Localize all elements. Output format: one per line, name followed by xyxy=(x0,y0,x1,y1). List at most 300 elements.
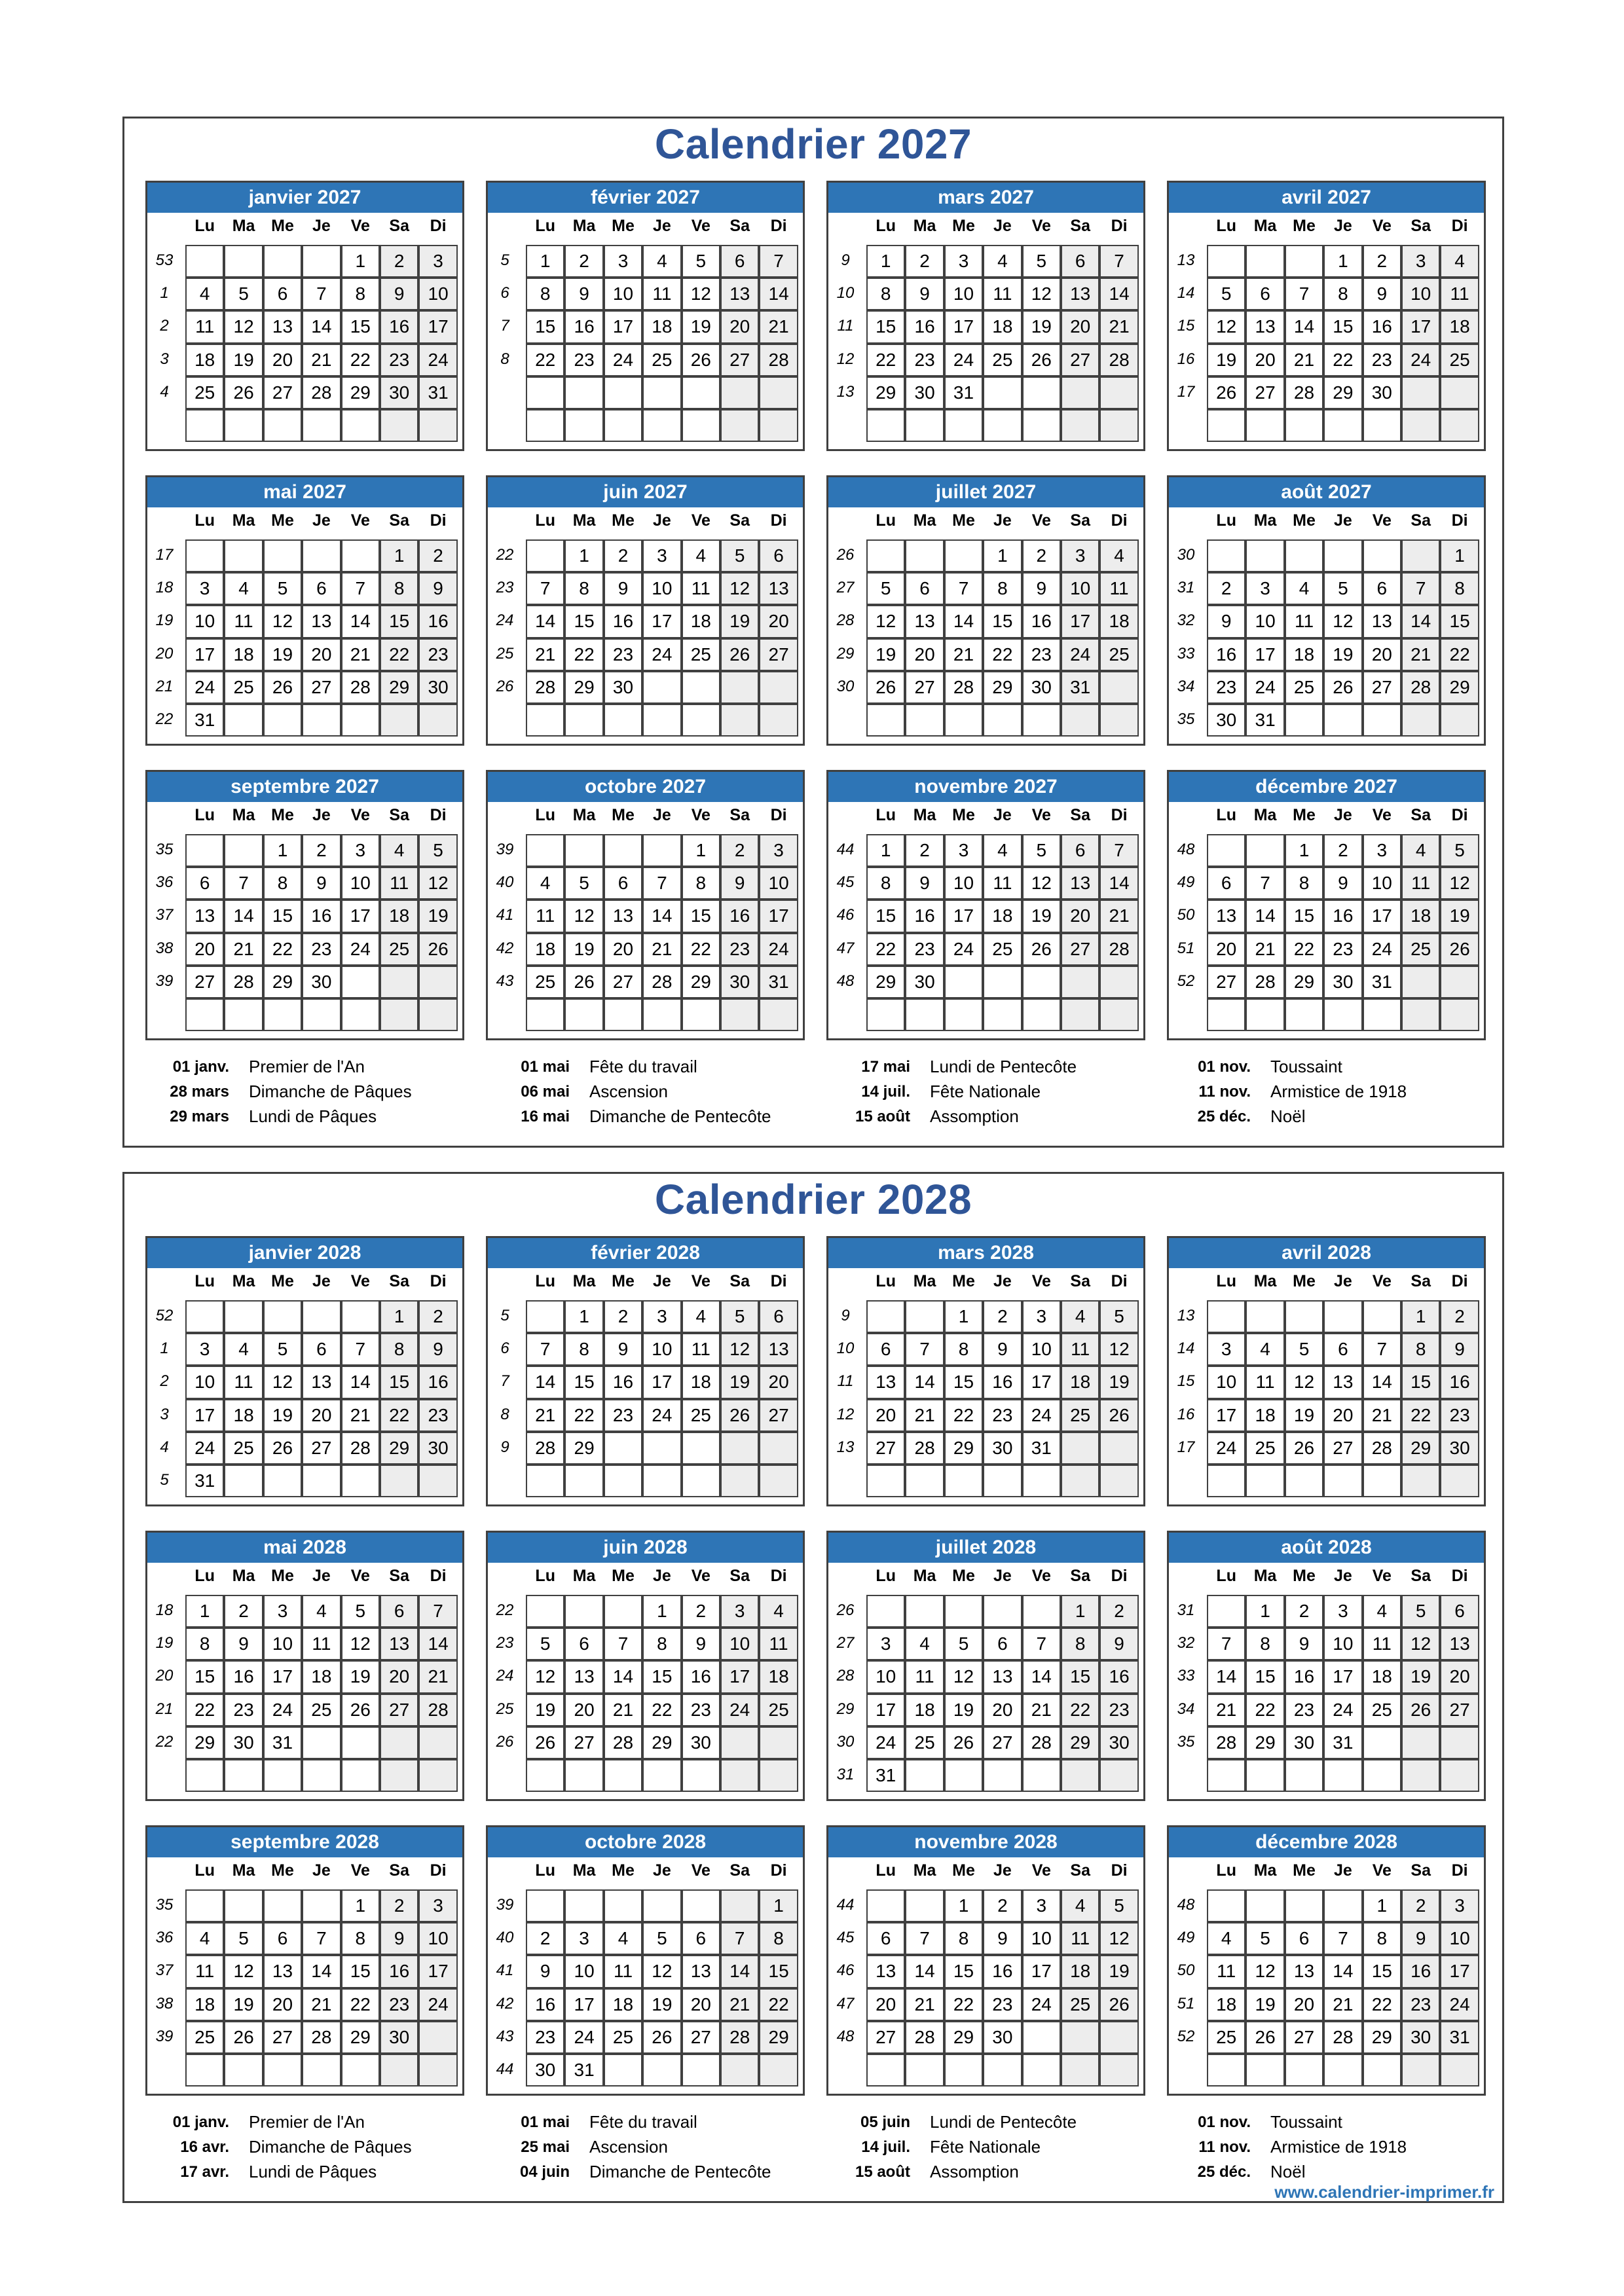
day-cell: 12 xyxy=(341,1628,380,1660)
day-cell: 27 xyxy=(1246,376,1284,409)
day-cell: 20 xyxy=(1061,900,1099,932)
weekday-label: Lu xyxy=(1216,1567,1236,1585)
weekday-label: Di xyxy=(1111,511,1128,530)
day-cell: 28 xyxy=(1246,966,1284,998)
weekday-label: Sa xyxy=(1411,806,1431,824)
day-cell: 16 xyxy=(604,605,642,638)
day-cell: 13 xyxy=(302,1366,341,1398)
day-cell: 12 xyxy=(224,310,263,343)
weekday-label: Lu xyxy=(535,1567,555,1585)
day-cell: 9 xyxy=(1285,1628,1323,1660)
day-cell: 10 xyxy=(564,1955,603,1988)
holiday-date: 01 mai xyxy=(521,1058,570,1076)
day-cell: 27 xyxy=(380,1694,418,1726)
day-cell xyxy=(1246,1759,1284,1792)
day-cell: 10 xyxy=(642,572,681,605)
day-cell: 8 xyxy=(380,1333,418,1366)
day-cell: 8 xyxy=(1246,1628,1284,1660)
day-cell: 22 xyxy=(185,1694,224,1726)
day-cell: 3 xyxy=(263,1595,302,1628)
week-number: 37 xyxy=(155,906,174,924)
day-cell xyxy=(1285,704,1323,737)
day-cell: 30 xyxy=(1363,376,1401,409)
day-cell xyxy=(380,1759,418,1792)
day-cell: 2 xyxy=(380,1889,418,1922)
day-cell: 1 xyxy=(1246,1595,1284,1628)
day-cell: 15 xyxy=(263,900,302,932)
day-cell: 13 xyxy=(263,1955,302,1988)
week-number: 41 xyxy=(496,1961,514,1980)
day-cell: 19 xyxy=(526,1694,564,1726)
day-cell: 1 xyxy=(866,834,905,867)
month-title: août 2027 xyxy=(1169,477,1484,507)
day-cell: 7 xyxy=(1207,1628,1246,1660)
week-number: 1 xyxy=(160,1339,169,1358)
day-cell: 5 xyxy=(224,278,263,310)
day-cell: 23 xyxy=(1022,638,1061,671)
day-cell: 12 xyxy=(1401,1628,1440,1660)
week-number: 19 xyxy=(155,1634,174,1652)
month-block xyxy=(1167,475,1486,746)
day-cell: 17 xyxy=(1323,1660,1362,1693)
day-cell xyxy=(302,1300,341,1333)
day-cell xyxy=(944,1759,983,1792)
day-cell: 2 xyxy=(1099,1595,1138,1628)
day-cell: 15 xyxy=(983,605,1022,638)
day-cell: 2 xyxy=(418,1300,457,1333)
day-cell xyxy=(983,2054,1022,2086)
day-cell xyxy=(1363,1759,1401,1792)
week-number: 30 xyxy=(836,1732,855,1751)
day-cell: 3 xyxy=(1022,1300,1061,1333)
week-number: 6 xyxy=(500,284,509,302)
day-cell xyxy=(642,671,681,704)
day-cell: 21 xyxy=(302,344,341,376)
day-cell: 1 xyxy=(759,1889,798,1922)
holiday-date: 25 mai xyxy=(521,2138,570,2156)
day-cell: 21 xyxy=(1363,1399,1401,1432)
week-number: 23 xyxy=(496,1634,514,1652)
day-cell: 16 xyxy=(1207,638,1246,671)
weekday-label: Me xyxy=(952,1272,975,1290)
day-cell: 13 xyxy=(1285,1955,1323,1988)
month-title: décembre 2027 xyxy=(1169,772,1484,802)
day-cell xyxy=(983,376,1022,409)
day-grid xyxy=(1207,1300,1479,1497)
day-cell: 27 xyxy=(1440,1694,1479,1726)
day-cell xyxy=(1022,376,1061,409)
holiday-date: 01 mai xyxy=(521,2113,570,2131)
day-cell xyxy=(185,998,224,1031)
day-cell: 25 xyxy=(1061,1399,1099,1432)
week-number: 48 xyxy=(836,2027,855,2045)
week-number: 17 xyxy=(1177,1438,1195,1456)
day-cell: 9 xyxy=(1363,278,1401,310)
weekday-label: Ma xyxy=(572,806,596,824)
day-cell: 12 xyxy=(1440,867,1479,900)
day-cell xyxy=(682,376,720,409)
weekday-label: Sa xyxy=(389,1567,409,1585)
day-cell xyxy=(1022,998,1061,1031)
week-number: 17 xyxy=(1177,382,1195,401)
day-cell xyxy=(944,2054,983,2086)
day-cell xyxy=(1401,409,1440,442)
day-cell: 26 xyxy=(1401,1694,1440,1726)
day-cell: 20 xyxy=(983,1694,1022,1726)
holiday-date: 17 mai xyxy=(861,1058,910,1076)
week-number: 36 xyxy=(155,873,174,892)
weekday-label: Je xyxy=(652,1272,671,1290)
holiday-date: 28 mars xyxy=(170,1083,229,1101)
day-cell: 29 xyxy=(682,966,720,998)
day-cell: 3 xyxy=(642,539,681,572)
day-cell: 13 xyxy=(1061,867,1099,900)
day-cell: 25 xyxy=(905,1726,944,1759)
day-cell: 6 xyxy=(1363,572,1401,605)
holiday-date: 04 juin xyxy=(519,2163,570,2181)
day-cell: 1 xyxy=(341,245,380,278)
day-cell: 19 xyxy=(1440,900,1479,932)
day-cell: 6 xyxy=(604,867,642,900)
day-cell: 1 xyxy=(526,245,564,278)
day-cell: 8 xyxy=(759,1922,798,1955)
weekday-label: Ve xyxy=(350,1567,370,1585)
day-cell: 18 xyxy=(1363,1660,1401,1693)
weekday-label: Ma xyxy=(572,511,596,530)
day-cell: 19 xyxy=(418,900,457,932)
day-cell xyxy=(341,539,380,572)
day-cell: 1 xyxy=(1061,1595,1099,1628)
day-cell: 13 xyxy=(380,1628,418,1660)
day-cell xyxy=(1099,966,1138,998)
day-cell: 21 xyxy=(1022,1694,1061,1726)
day-cell: 3 xyxy=(1440,1889,1479,1922)
day-grid xyxy=(185,245,458,442)
day-cell: 6 xyxy=(380,1595,418,1628)
day-cell: 22 xyxy=(1061,1694,1099,1726)
day-grid xyxy=(526,1889,798,2086)
day-cell: 8 xyxy=(526,278,564,310)
day-grid xyxy=(185,1300,458,1497)
day-cell: 19 xyxy=(944,1694,983,1726)
day-cell xyxy=(1285,998,1323,1031)
week-number: 51 xyxy=(1177,939,1195,957)
day-cell: 23 xyxy=(526,2021,564,2054)
weekday-label: Je xyxy=(312,511,331,530)
day-cell: 4 xyxy=(1401,834,1440,867)
week-number: 32 xyxy=(1177,611,1195,630)
day-cell xyxy=(564,1595,603,1628)
day-cell: 10 xyxy=(418,1922,457,1955)
day-cell: 4 xyxy=(682,1300,720,1333)
week-number: 51 xyxy=(1177,1994,1195,2013)
month-title: mai 2027 xyxy=(147,477,462,507)
day-cell: 27 xyxy=(1323,1432,1362,1465)
day-cell: 11 xyxy=(1285,605,1323,638)
weekday-label: Sa xyxy=(1070,806,1090,824)
day-cell: 20 xyxy=(1323,1399,1362,1432)
day-cell xyxy=(1099,704,1138,737)
holiday-date: 29 mars xyxy=(170,1108,229,1125)
day-cell xyxy=(1440,376,1479,409)
day-cell xyxy=(341,409,380,442)
day-cell xyxy=(1061,2054,1099,2086)
day-cell: 30 xyxy=(983,1432,1022,1465)
weekday-label: Je xyxy=(652,806,671,824)
day-cell: 21 xyxy=(1246,933,1284,966)
month-title: juillet 2027 xyxy=(828,477,1143,507)
day-cell: 15 xyxy=(341,1955,380,1988)
weekday-label: Ma xyxy=(1253,217,1277,235)
day-cell: 24 xyxy=(642,1399,681,1432)
weekday-label: Di xyxy=(1451,217,1468,235)
day-cell: 25 xyxy=(682,1399,720,1432)
month-title: août 2028 xyxy=(1169,1533,1484,1563)
day-cell xyxy=(1440,998,1479,1031)
day-cell: 23 xyxy=(604,638,642,671)
day-cell: 13 xyxy=(604,900,642,932)
day-cell xyxy=(1099,1432,1138,1465)
week-number: 26 xyxy=(836,546,855,564)
day-cell xyxy=(866,1889,905,1922)
weekday-label: Me xyxy=(271,511,294,530)
day-cell: 10 xyxy=(759,867,798,900)
day-cell: 8 xyxy=(1061,1628,1099,1660)
day-cell: 27 xyxy=(866,1432,905,1465)
month-title: octobre 2027 xyxy=(488,772,803,802)
day-cell: 16 xyxy=(1440,1366,1479,1398)
day-cell xyxy=(1246,834,1284,867)
day-cell: 16 xyxy=(905,310,944,343)
weekday-label: Sa xyxy=(1411,1861,1431,1880)
day-cell: 9 xyxy=(526,1955,564,1988)
day-cell: 10 xyxy=(1022,1922,1061,1955)
day-grid xyxy=(185,1889,458,2086)
day-cell: 12 xyxy=(224,1955,263,1988)
day-cell: 29 xyxy=(866,376,905,409)
week-number: 39 xyxy=(496,1896,514,1914)
weekday-label: Ve xyxy=(1031,1272,1051,1290)
weekday-label: Sa xyxy=(1070,1567,1090,1585)
day-cell: 16 xyxy=(905,900,944,932)
weekday-label: Ma xyxy=(913,1861,936,1880)
day-cell: 7 xyxy=(526,1333,564,1366)
day-cell xyxy=(642,1432,681,1465)
week-number: 17 xyxy=(155,546,174,564)
day-cell: 30 xyxy=(302,966,341,998)
day-cell: 13 xyxy=(866,1366,905,1398)
day-cell: 27 xyxy=(905,671,944,704)
day-cell: 24 xyxy=(642,638,681,671)
website-link[interactable]: www.calendrier-imprimer.fr xyxy=(1274,2182,1494,2202)
day-cell: 18 xyxy=(682,605,720,638)
day-cell: 31 xyxy=(564,2054,603,2086)
day-cell: 22 xyxy=(380,638,418,671)
day-cell xyxy=(380,704,418,737)
day-cell: 12 xyxy=(1323,605,1362,638)
month-title: avril 2028 xyxy=(1169,1238,1484,1268)
day-cell xyxy=(1246,409,1284,442)
month-title: novembre 2028 xyxy=(828,1827,1143,1857)
weekday-label: Sa xyxy=(1411,511,1431,530)
weekday-label: Ve xyxy=(350,217,370,235)
weekday-label: Sa xyxy=(729,806,750,824)
weekday-label: Je xyxy=(1333,1861,1352,1880)
weekday-label: Ma xyxy=(232,511,255,530)
day-cell xyxy=(1022,409,1061,442)
day-cell: 30 xyxy=(224,1726,263,1759)
day-cell: 2 xyxy=(526,1922,564,1955)
week-number: 40 xyxy=(496,1929,514,1947)
week-number: 22 xyxy=(155,1732,174,1751)
day-cell xyxy=(1323,1889,1362,1922)
week-number: 2 xyxy=(160,317,169,335)
week-number: 48 xyxy=(1177,841,1195,858)
day-cell: 21 xyxy=(905,1399,944,1432)
day-cell: 13 xyxy=(263,310,302,343)
day-cell xyxy=(1285,1465,1323,1497)
day-cell: 4 xyxy=(1061,1300,1099,1333)
day-cell: 7 xyxy=(526,572,564,605)
day-cell xyxy=(263,1759,302,1792)
day-cell: 28 xyxy=(720,2021,759,2054)
day-cell: 20 xyxy=(1061,310,1099,343)
day-cell: 16 xyxy=(1401,1955,1440,1988)
day-cell: 11 xyxy=(1061,1922,1099,1955)
week-number: 5 xyxy=(500,1307,509,1324)
weekday-label: Lu xyxy=(535,217,555,235)
day-cell xyxy=(1061,1465,1099,1497)
day-cell: 21 xyxy=(1323,1988,1362,2021)
week-number: 11 xyxy=(837,1372,854,1391)
day-cell: 20 xyxy=(564,1694,603,1726)
month-block xyxy=(486,475,805,746)
day-cell xyxy=(866,539,905,572)
day-cell: 6 xyxy=(759,539,798,572)
day-cell xyxy=(759,671,798,704)
weekday-label: Sa xyxy=(1411,217,1431,235)
day-cell: 24 xyxy=(1207,1432,1246,1465)
day-cell: 21 xyxy=(1401,638,1440,671)
weekday-label: Di xyxy=(430,806,447,824)
day-cell: 6 xyxy=(1285,1922,1323,1955)
holiday-date: 25 déc. xyxy=(1197,2163,1251,2181)
day-cell: 2 xyxy=(604,539,642,572)
day-cell: 30 xyxy=(1323,966,1362,998)
day-cell: 8 xyxy=(642,1628,681,1660)
day-cell: 6 xyxy=(564,1628,603,1660)
day-cell xyxy=(905,409,944,442)
weekday-label: Ma xyxy=(232,806,255,824)
day-cell xyxy=(526,376,564,409)
day-cell xyxy=(564,409,603,442)
day-cell xyxy=(944,1595,983,1628)
day-cell xyxy=(720,998,759,1031)
day-cell xyxy=(302,245,341,278)
month-title: septembre 2028 xyxy=(147,1827,462,1857)
day-cell: 19 xyxy=(1285,1399,1323,1432)
day-cell: 13 xyxy=(905,605,944,638)
day-cell: 4 xyxy=(1440,245,1479,278)
day-cell: 23 xyxy=(564,344,603,376)
day-cell: 20 xyxy=(604,933,642,966)
weekday-label: Me xyxy=(1293,217,1316,235)
weekday-label: Ve xyxy=(1031,1567,1051,1585)
day-cell: 15 xyxy=(1061,1660,1099,1693)
weekday-label: Je xyxy=(652,1567,671,1585)
month-block xyxy=(1167,181,1486,451)
day-cell: 20 xyxy=(759,605,798,638)
day-cell: 6 xyxy=(1440,1595,1479,1628)
day-cell xyxy=(185,2054,224,2086)
weekday-label: Di xyxy=(770,1567,787,1585)
day-cell: 12 xyxy=(944,1660,983,1693)
day-grid xyxy=(185,539,458,737)
day-cell: 28 xyxy=(526,671,564,704)
day-cell: 6 xyxy=(759,1300,798,1333)
day-cell: 9 xyxy=(224,1628,263,1660)
day-cell: 5 xyxy=(224,1922,263,1955)
day-cell xyxy=(1022,1759,1061,1792)
day-cell: 2 xyxy=(302,834,341,867)
day-cell xyxy=(341,1726,380,1759)
weekday-label: Di xyxy=(1111,1567,1128,1585)
weekday-label: Di xyxy=(1451,1567,1468,1585)
day-cell: 28 xyxy=(1099,344,1138,376)
day-cell xyxy=(564,1465,603,1497)
day-cell xyxy=(1363,539,1401,572)
holiday-name: Fête Nationale xyxy=(930,1082,1041,1101)
day-cell: 6 xyxy=(1323,1333,1362,1366)
day-cell: 8 xyxy=(341,278,380,310)
day-cell: 12 xyxy=(418,867,457,900)
day-cell: 11 xyxy=(1401,867,1440,900)
day-cell: 8 xyxy=(185,1628,224,1660)
day-cell: 5 xyxy=(1099,1300,1138,1333)
day-cell: 4 xyxy=(642,245,681,278)
day-cell: 12 xyxy=(263,1366,302,1398)
day-cell xyxy=(1246,1465,1284,1497)
day-cell xyxy=(564,1889,603,1922)
week-number: 13 xyxy=(1177,1307,1195,1324)
weekday-label: Sa xyxy=(389,511,409,530)
day-cell: 14 xyxy=(418,1628,457,1660)
day-cell: 27 xyxy=(604,966,642,998)
day-cell: 1 xyxy=(944,1300,983,1333)
weekday-label: Lu xyxy=(535,1861,555,1880)
weekday-label: Ma xyxy=(913,511,936,530)
day-cell: 15 xyxy=(866,900,905,932)
weekday-label: Ve xyxy=(1031,1861,1051,1880)
day-cell: 16 xyxy=(418,605,457,638)
day-cell: 20 xyxy=(1363,638,1401,671)
weekday-label: Ma xyxy=(232,1272,255,1290)
day-cell: 10 xyxy=(1022,1333,1061,1366)
day-cell: 25 xyxy=(983,933,1022,966)
day-cell: 22 xyxy=(866,344,905,376)
day-cell: 28 xyxy=(1285,376,1323,409)
month-title: juillet 2028 xyxy=(828,1533,1143,1563)
day-cell xyxy=(1363,704,1401,737)
day-cell: 29 xyxy=(341,376,380,409)
week-number: 32 xyxy=(1177,1634,1195,1652)
weekday-label: Ve xyxy=(1372,1861,1392,1880)
day-cell: 11 xyxy=(642,278,681,310)
week-number: 47 xyxy=(836,939,855,957)
day-cell: 30 xyxy=(526,2054,564,2086)
holiday-name: Dimanche de Pentecôte xyxy=(589,2162,771,2181)
day-cell xyxy=(380,998,418,1031)
